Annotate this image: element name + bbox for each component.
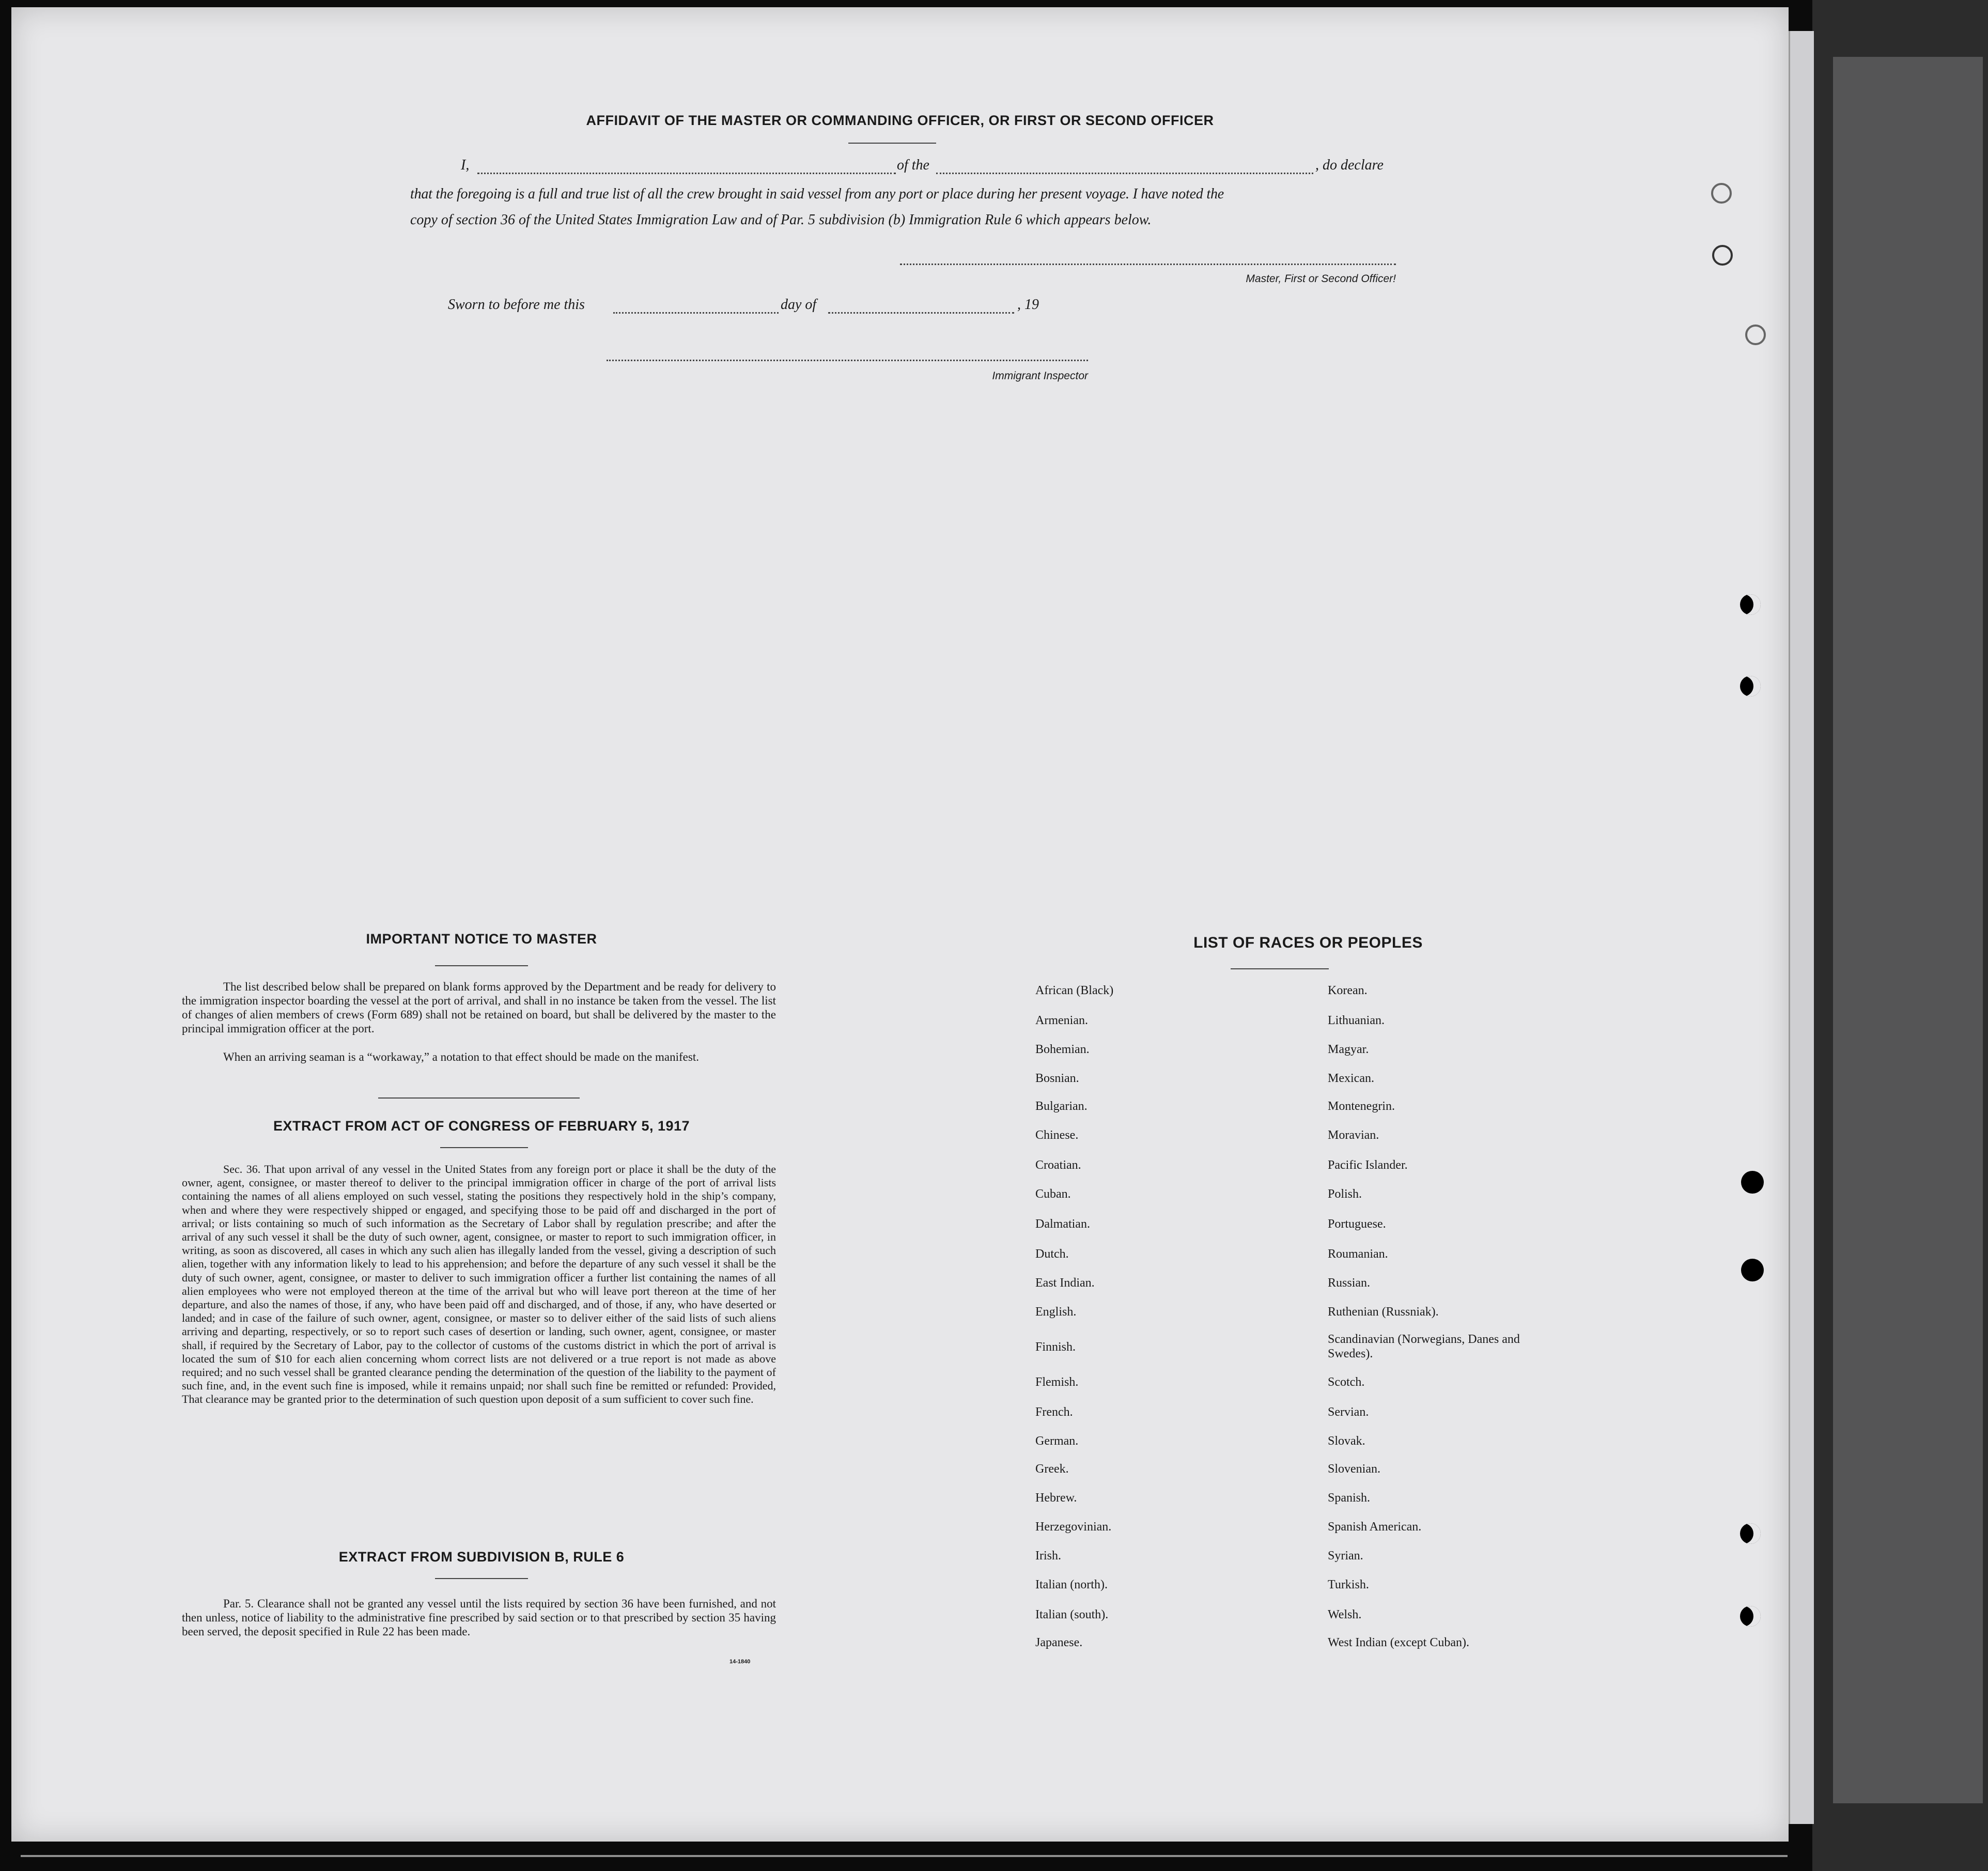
race-item: Servian. (1328, 1405, 1369, 1419)
race-item: Lithuanian. (1328, 1014, 1385, 1027)
races-title: LIST OF RACES OR PEOPLES (1193, 934, 1423, 951)
race-item: Scotch. (1328, 1375, 1365, 1389)
race-item: Montenegrin. (1328, 1100, 1395, 1113)
binder-hole (1741, 1259, 1764, 1281)
notice-title: IMPORTANT NOTICE TO MASTER (366, 931, 597, 947)
vessel-name-blank[interactable] (936, 173, 1313, 174)
race-item: Italian (south). (1035, 1608, 1109, 1621)
underlying-pages-bottom (21, 1839, 1788, 1857)
race-item: Chinese. (1035, 1128, 1079, 1142)
race-item: Spanish American. (1328, 1520, 1422, 1534)
race-item: French. (1035, 1405, 1073, 1419)
officer-signature-line[interactable] (900, 264, 1396, 265)
race-item: East Indian. (1035, 1276, 1095, 1290)
underlying-page-edge (1789, 31, 1814, 1824)
document-page (11, 7, 1789, 1842)
declaration-line-2: that the foregoing is a full and true list of all the crew brought in said vessel from any port or place during her present voyage. I have noted the (410, 186, 1224, 202)
inspector-signature-line[interactable] (607, 360, 1088, 361)
race-item: Ruthenian (Russniak). (1328, 1305, 1439, 1319)
sworn-day-blank[interactable] (613, 312, 779, 314)
declarant-prefix: I, (461, 157, 470, 173)
binder-hole (1740, 1523, 1761, 1544)
race-item: German. (1035, 1434, 1079, 1448)
race-item: Herzegovinian. (1035, 1520, 1112, 1534)
race-item: Moravian. (1328, 1128, 1379, 1142)
act-title-rule (440, 1147, 528, 1148)
declaration-line-3: copy of section 36 of the United States Immigration Law and of Par. 5 subdivision (b) Immigration Rule 6 which appears below. (410, 212, 1152, 228)
of-the-label: of the (897, 157, 929, 173)
race-item: English. (1035, 1305, 1077, 1319)
sworn-label: Sworn to before me this (448, 297, 585, 313)
binder-hole (1740, 676, 1761, 697)
race-item: Finnish. (1035, 1340, 1076, 1354)
race-item: Flemish. (1035, 1375, 1079, 1389)
race-item: Pacific Islander. (1328, 1158, 1408, 1172)
race-item: Dalmatian. (1035, 1217, 1090, 1231)
background-dark-strip (1812, 0, 1988, 1871)
notice-title-rule (435, 965, 528, 966)
act-title: EXTRACT FROM ACT OF CONGRESS OF FEBRUARY 5, 1917 (273, 1118, 690, 1134)
declaration-line-1 (445, 157, 1401, 178)
race-item: Mexican. (1328, 1072, 1374, 1085)
rule-title: EXTRACT FROM SUBDIVISION B, RULE 6 (338, 1549, 625, 1565)
race-item: Dutch. (1035, 1247, 1069, 1261)
binder-hole (1711, 183, 1732, 204)
binder-hole (1740, 1606, 1761, 1627)
act-section-36-text: Sec. 36. That upon arrival of any vessel in the United States from any foreign port or place it shall be the duty of the owner, agent, consignee, or master thereof to deliver to the principal immigration officer in charge of the port of arrival lists containing the names of all aliens employed on such vessel, stating the positions they respectively hold in the ship’s company, when and where they were respectively shipped or engaged, and specifying those to be paid off and discharged in the port of arrival; or lists containing so much of such information as the Secretary of Labor shall by regulation prescribe; and after the arrival of any such vessel it shall be the duty of such owner, agent, consignee, or master to report to such immigration officer, in writing, as soon as discovered, all cases in which any such alien has illegally landed from the vessel, giving a description of such alien, together with any information likely to lead to his apprehension; and before the departure of any such vessel it shall be the duty of such owner, agent, consignee, or master to deliver to such immigration officer a further list containing the names of all alien employees who were not employed thereon at the time of the arrival but who will leave port thereon at the time of her departure, and also the names of those, if any, who have been paid off and discharged, and of those, if any, who have deserted or landed; and in case of the failure of such owner, agent, consignee, or master so to deliver either of the said lists of such aliens arriving and departing, respectively, or so to report such cases of desertion or landing, such owner, agent, consignee, or master shall, if required by the Secretary of Labor, pay to the collector of customs of the customs district in which the port of arrival is located the sum of $10 for each alien concerning whom correct lists are not delivered or a true report is not made as above required; and no such vessel shall be granted clearance pending the determination of the question of the liability to the payment of such fine, and, in the event such fine is imposed, while it remains unpaid; nor shall such fine be remitted or refunded: Provided, That clearance may be granted prior to the determination of such question upon deposit of a sum sufficient to cover such fine. (182, 1163, 776, 1406)
race-item: Polish. (1328, 1187, 1362, 1201)
race-item: Spanish. (1328, 1491, 1371, 1505)
rule-paragraph-5-text: Par. 5. Clearance shall not be granted any vessel until the lists required by section 36 have been furnished, and not then unless, notice of liability to the administrative fine prescribed by said section or to that prescribed by section 35 having been served, the deposit specified in Rule 22 has been made. (182, 1597, 776, 1638)
officer-signature-label: Master, First or Second Officer! (1246, 273, 1396, 285)
race-item: Roumanian. (1328, 1247, 1388, 1261)
race-item: West Indian (except Cuban). (1328, 1636, 1469, 1649)
declare-label: , do declare (1315, 157, 1384, 173)
race-item: Turkish. (1328, 1578, 1369, 1591)
race-item: Russian. (1328, 1276, 1371, 1290)
race-item: Hebrew. (1035, 1491, 1077, 1505)
affidavit-title-rule (848, 143, 936, 144)
race-item: Japanese. (1035, 1636, 1083, 1649)
race-item: Armenian. (1035, 1014, 1088, 1027)
declarant-name-blank[interactable] (477, 173, 896, 174)
sworn-month-blank[interactable] (828, 312, 1014, 314)
race-item: Syrian. (1328, 1549, 1363, 1563)
sworn-line (448, 297, 1068, 317)
year-label: , 19 (1017, 297, 1039, 313)
form-number: 14-1840 (729, 1659, 751, 1665)
race-item: Welsh. (1328, 1608, 1362, 1621)
notice-divider (378, 1097, 580, 1099)
race-item: Slovak. (1328, 1434, 1365, 1448)
binder-hole (1741, 1171, 1764, 1194)
affidavit-title: AFFIDAVIT OF THE MASTER OR COMMANDING OFFICER, OR FIRST OR SECOND OFFICER (586, 113, 1214, 128)
race-item: Bosnian. (1035, 1072, 1079, 1085)
binder-hole (1712, 245, 1733, 266)
race-item: Korean. (1328, 984, 1368, 997)
notice-paragraph-1: The list described below shall be prepared on blank forms approved by the Department and be ready for delivery to the immigration inspector boarding the vessel at the port of arrival, and shall in no instance be taken from the vessel. The list of changes of alien members of crews (Form 689) shall not be retained on board, but shall be delivered by the master to the principal immigration officer at the port. (182, 980, 776, 1035)
binder-hole (1745, 324, 1766, 345)
race-item: Slovenian. (1328, 1462, 1380, 1476)
race-item: African (Black) (1035, 984, 1114, 997)
race-item: Irish. (1035, 1549, 1061, 1563)
notice-paragraph-2: When an arriving seaman is a “workaway,” a notation to that effect should be made on the manifest. (223, 1050, 699, 1063)
race-item: Cuban. (1035, 1187, 1071, 1201)
race-item: Bohemian. (1035, 1043, 1090, 1056)
race-item: Greek. (1035, 1462, 1069, 1476)
rule-title-rule (435, 1578, 528, 1579)
binder-hole (1740, 594, 1761, 615)
race-item: Scandinavian (Norwegians, Danes and Swedes). (1328, 1333, 1520, 1360)
races-title-rule (1231, 968, 1329, 969)
race-item: Magyar. (1328, 1043, 1369, 1056)
inspector-signature-label: Immigrant Inspector (992, 370, 1088, 382)
race-item: Bulgarian. (1035, 1100, 1088, 1113)
day-of-label: day of (781, 297, 817, 313)
race-item: Italian (north). (1035, 1578, 1108, 1591)
race-item: Portuguese. (1328, 1217, 1386, 1231)
race-item: Croatian. (1035, 1158, 1081, 1172)
